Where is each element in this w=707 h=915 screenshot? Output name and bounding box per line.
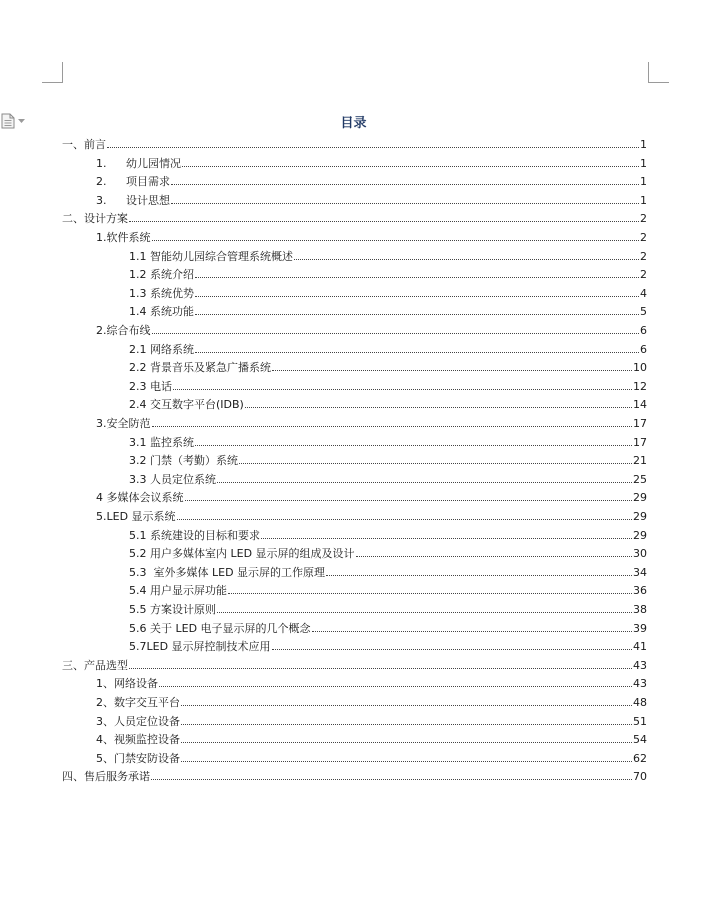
toc-entry-page: 17 xyxy=(633,435,647,449)
toc-entry[interactable] xyxy=(96,226,647,244)
toc-entry-label: 门禁（考勤）系统 xyxy=(150,454,238,468)
toc-dot-leader xyxy=(326,575,632,576)
toc-entry-page: 2 xyxy=(640,249,647,263)
toc-entry-label: 用户显示屏功能 xyxy=(150,584,227,598)
toc-dot-leader xyxy=(195,445,632,446)
toc-entry-label: 门禁安防设备 xyxy=(114,751,180,765)
toc-entry-page: 6 xyxy=(640,342,647,356)
toc-entry-label: 用户多媒体室内 LED 显示屏的组成及设计 xyxy=(150,547,355,561)
toc-entry[interactable] xyxy=(129,449,647,467)
toc-entry[interactable] xyxy=(129,635,647,653)
toc-entry[interactable] xyxy=(129,524,647,542)
toc-entry-label: 室外多媒体 LED 显示屏的工作原理 xyxy=(150,565,326,579)
toc-entry-page: 62 xyxy=(633,751,647,765)
toc-entry-page: 38 xyxy=(633,603,647,616)
toc-entry-label: 售后服务承诺 xyxy=(84,770,150,784)
toc-dot-leader xyxy=(356,556,632,557)
toc-entry[interactable] xyxy=(129,617,647,635)
toc-entry-number: 3. xyxy=(96,417,107,430)
toc-entry-number: 5.1 xyxy=(129,528,147,542)
toc-entry[interactable] xyxy=(129,282,647,300)
toc-entry[interactable] xyxy=(96,170,647,188)
toc-entry-label: 系统功能 xyxy=(150,305,194,319)
toc-entry[interactable] xyxy=(129,393,647,411)
toc-title: 目录 xyxy=(340,116,367,131)
toc-entry-label: 人员定位系统 xyxy=(150,472,216,486)
toc-entry-label: 安全防范 xyxy=(106,417,151,430)
toc-entry-label: 网络设备 xyxy=(114,677,158,691)
toc-entry-page: 29 xyxy=(633,528,647,542)
toc-dot-leader xyxy=(195,296,639,297)
page-corner-mark-top-right xyxy=(648,62,669,83)
toc-entry[interactable] xyxy=(62,207,647,225)
toc-entry-page: 1 xyxy=(640,193,647,207)
toc-entry-page: 41 xyxy=(633,640,647,654)
toc-entry[interactable] xyxy=(96,505,647,523)
toc-entry[interactable] xyxy=(62,765,647,783)
toc-entry-number: 2.2 xyxy=(129,361,147,375)
toc-entry-page: 43 xyxy=(633,677,647,691)
toc-entry-page: 25 xyxy=(633,472,647,486)
toc-entry-number: 1、 xyxy=(96,677,114,691)
toc-entry-label: 系统优势 xyxy=(150,286,194,300)
toc-entry[interactable] xyxy=(96,747,647,765)
toc-dot-leader xyxy=(171,184,639,185)
toc-entry-number: 1.1 xyxy=(129,249,147,263)
toc-dot-leader xyxy=(294,259,639,260)
toc-entry-number: 2. xyxy=(96,324,107,337)
toc-dot-leader xyxy=(272,370,632,371)
toc-entry-page: 2 xyxy=(640,268,647,282)
toc-dot-leader xyxy=(181,742,632,743)
toc-entry-label: LED 显示系统 xyxy=(106,510,176,523)
toc-entry-label: 综合布线 xyxy=(106,324,151,337)
toc-entry[interactable] xyxy=(62,133,647,151)
toc-entry-label: 幼儿园情况 xyxy=(126,156,181,170)
toc-dot-leader xyxy=(129,668,632,669)
toc-dot-leader xyxy=(107,147,639,148)
toc-entry-number: 5、 xyxy=(96,751,114,765)
toc-dot-leader xyxy=(173,389,632,390)
toc-dot-leader xyxy=(185,500,633,501)
toc-dot-leader xyxy=(181,761,632,762)
toc-entry-page: 10 xyxy=(633,361,647,375)
toc-entry-label: 方案设计原则 xyxy=(150,603,216,616)
toc-dot-leader xyxy=(177,519,632,520)
toc-entry-label: 设计思想 xyxy=(126,193,170,207)
toc-entry-page: 43 xyxy=(633,658,647,672)
toc-entry-page: 54 xyxy=(633,733,647,747)
toc-dot-leader xyxy=(239,463,632,464)
toc-entry[interactable] xyxy=(96,319,647,337)
toc-dot-leader xyxy=(272,649,632,650)
toc-entry-label: 产品选型 xyxy=(84,658,128,672)
page-corner-mark-top-left xyxy=(42,62,63,83)
toc-entry[interactable] xyxy=(129,598,647,616)
toc-dot-leader xyxy=(151,779,632,780)
toc-dot-leader xyxy=(181,705,632,706)
toc-entry-page: 14 xyxy=(633,398,647,412)
toc-entry-label: 软件系统 xyxy=(106,231,151,244)
toc-dot-leader xyxy=(152,426,633,427)
toc-entry-number: 3.3 xyxy=(129,472,147,486)
toc-dot-leader xyxy=(171,203,639,204)
toc-entry-page: 4 xyxy=(640,286,647,300)
toc-dot-leader xyxy=(312,631,632,632)
toc-entry-page: 29 xyxy=(633,491,647,505)
toc-entry-page: 39 xyxy=(633,621,647,635)
toc-entry-page: 17 xyxy=(633,417,647,430)
toc-dot-leader xyxy=(217,482,632,483)
toc-entry[interactable] xyxy=(62,654,647,672)
toc-entry-number: 1.3 xyxy=(129,286,147,300)
toc-entry[interactable] xyxy=(129,245,647,263)
toc-entry-number: 2.1 xyxy=(129,342,147,356)
toc-entry-number: 二、 xyxy=(62,212,84,226)
toc-entry-number: 2、 xyxy=(96,696,114,709)
toc-entry-page: 29 xyxy=(633,510,647,523)
toc-entry-label: 监控系统 xyxy=(150,435,194,449)
toc-entry-page: 30 xyxy=(633,547,647,561)
toc-entry[interactable] xyxy=(129,338,647,356)
toc-entry-page: 1 xyxy=(640,138,647,151)
toc-entry[interactable] xyxy=(129,263,647,281)
toc-entry-number: 5.2 xyxy=(129,547,147,561)
toc-dot-leader xyxy=(159,686,632,687)
toc-entry-label: 设计方案 xyxy=(84,212,128,226)
toc-entry-number: 5. xyxy=(96,510,107,523)
toc-entry-page: 1 xyxy=(640,156,647,170)
toc-entry-page: 12 xyxy=(633,379,647,393)
toc-entry-label: 网络系统 xyxy=(150,342,194,356)
toc-entry-number: 1. xyxy=(96,231,107,244)
toc-dot-leader xyxy=(152,333,640,334)
toc-entry-label: 系统建设的目标和要求 xyxy=(150,528,260,542)
toc-dot-leader xyxy=(195,277,639,278)
toc-entry[interactable] xyxy=(96,710,647,728)
toc-entry-number: 3.1 xyxy=(129,435,147,449)
toc-dot-leader xyxy=(245,407,632,408)
toc-entry-page: 48 xyxy=(633,696,647,709)
toc-entry-label: 人员定位设备 xyxy=(114,714,180,728)
toc-entry-number: 一、 xyxy=(62,138,84,151)
toc-entry-label: 前言 xyxy=(84,138,106,151)
toc-entry-page: 21 xyxy=(633,454,647,468)
toc-entry-number: 5.6 xyxy=(129,621,147,635)
toc-entry-number: 四、 xyxy=(62,770,84,784)
toc-entry-label: 交互数字平台(IDB) xyxy=(150,398,244,412)
toc-entry-number: 3. xyxy=(96,193,107,207)
toc-entry-page: 2 xyxy=(640,212,647,226)
toc-entry-number: 1.4 xyxy=(129,305,147,319)
toc-entry-number: 2.3 xyxy=(129,379,147,393)
toc-entry-number: 2. xyxy=(96,175,107,189)
toc-entry-label: 电话 xyxy=(150,379,172,393)
toc-entry-number: 1.2 xyxy=(129,268,147,282)
toc-entry-label: 多媒体会议系统 xyxy=(106,491,184,505)
toc-entry-number: 4 xyxy=(96,491,103,505)
toc-dot-leader xyxy=(228,593,632,594)
toc-entry-number: 5.7 xyxy=(129,640,147,654)
toc-entry-label: 智能幼儿园综合管理系统概述 xyxy=(150,249,293,263)
toc-entry[interactable] xyxy=(129,468,647,486)
toc-entry-label: 背景音乐及紧急广播系统 xyxy=(150,361,271,375)
toc-entry[interactable] xyxy=(96,691,647,709)
toc-entry[interactable] xyxy=(129,542,647,560)
toc-entry[interactable] xyxy=(96,412,647,430)
toc-entry-number: 5.5 xyxy=(129,603,147,616)
toc-entry[interactable] xyxy=(96,486,647,504)
toc-entry[interactable] xyxy=(129,300,647,318)
toc-dot-leader xyxy=(195,314,639,315)
toc-entry-page: 5 xyxy=(640,305,647,319)
toc-entry[interactable] xyxy=(129,375,647,393)
toc-entry-number: 2.4 xyxy=(129,398,147,412)
toc-entry[interactable] xyxy=(129,561,647,579)
toc-entry-label: 项目需求 xyxy=(126,175,170,189)
toc-dot-leader xyxy=(195,352,639,353)
toc-dot-leader xyxy=(152,240,640,241)
toc-entry-number: 4、 xyxy=(96,733,114,747)
toc-entry-page: 2 xyxy=(640,231,647,244)
toc-entry-label: 数字交互平台 xyxy=(114,696,180,709)
toc-entry-label: 系统介绍 xyxy=(150,268,194,282)
toc-dot-leader xyxy=(217,612,632,613)
toc-entry[interactable] xyxy=(96,189,647,207)
toc-entry-number: 3、 xyxy=(96,714,114,728)
toc-entry-label: 关于 LED 电子显示屏的几个概念 xyxy=(150,621,311,635)
toc-entry-number: 3.2 xyxy=(129,454,147,468)
toc-entry-page: 6 xyxy=(640,324,647,337)
toc-dot-leader xyxy=(129,221,639,222)
toc-entry-page: 34 xyxy=(633,565,647,579)
toc-entry-page: 70 xyxy=(633,770,647,784)
toc-entry[interactable] xyxy=(129,579,647,597)
toc-entry-number: 5.4 xyxy=(129,584,147,598)
toc-entry[interactable] xyxy=(96,728,647,746)
toc-dot-leader xyxy=(181,724,632,725)
toc-entry-label: 视频监控设备 xyxy=(114,733,180,747)
toc-entry[interactable] xyxy=(129,431,647,449)
toc-entry-page: 36 xyxy=(633,584,647,598)
toc-entry[interactable] xyxy=(129,356,647,374)
toc-entry-number: 5.3 xyxy=(129,565,147,579)
toc-dot-leader xyxy=(261,538,632,539)
toc-entry-label: LED 显示屏控制技术应用 xyxy=(146,640,271,654)
toc-entry-number: 1. xyxy=(96,156,107,170)
toc-entry-number: 三、 xyxy=(62,658,84,672)
toc-entry[interactable] xyxy=(96,152,647,170)
toc-entry-page: 51 xyxy=(633,714,647,728)
toc-entry[interactable] xyxy=(96,672,647,690)
toc-entry-page: 1 xyxy=(640,175,647,189)
toc-dot-leader xyxy=(182,166,639,167)
